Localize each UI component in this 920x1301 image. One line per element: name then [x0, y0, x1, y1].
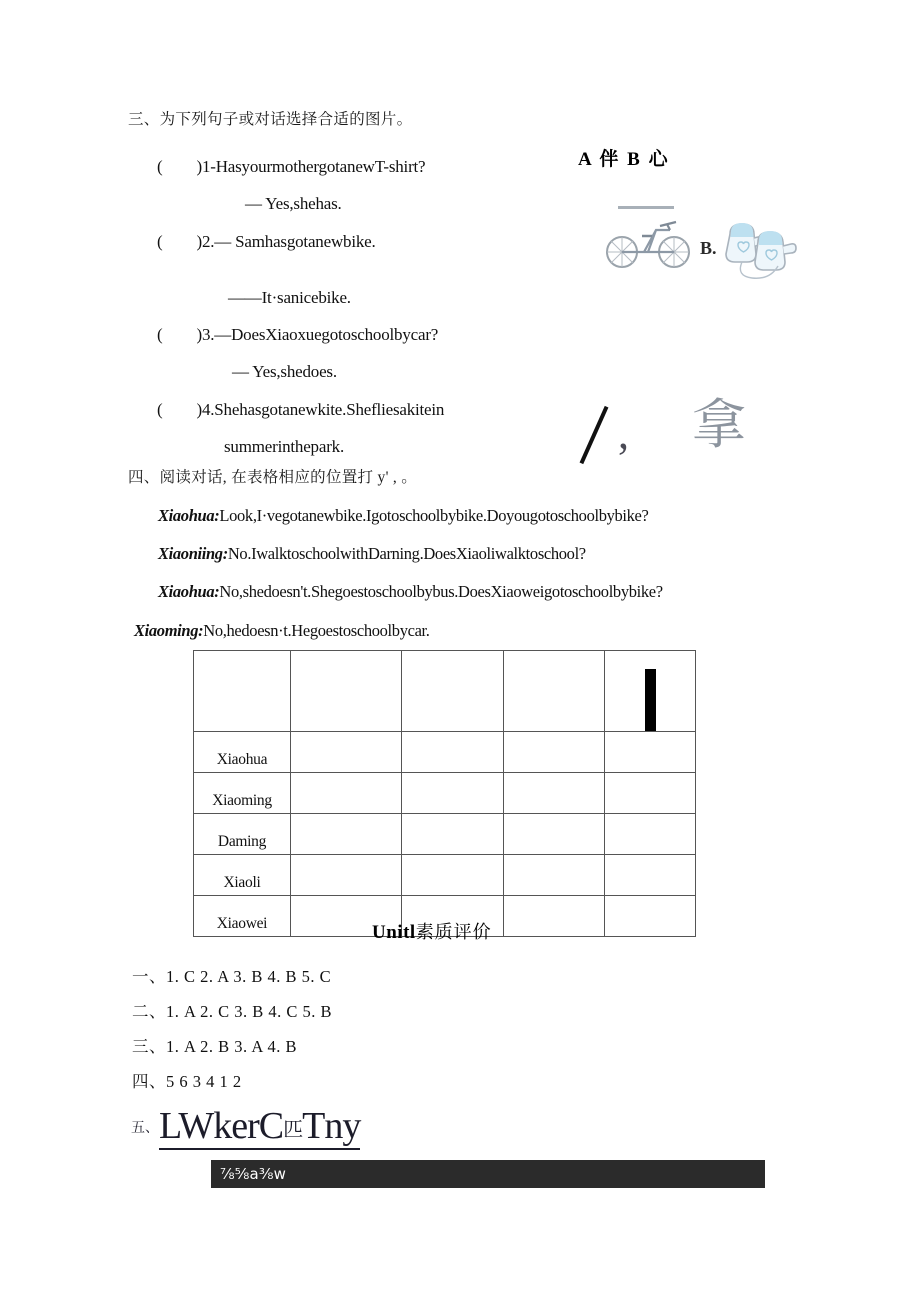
- answer-key-line-4: [132, 1068, 242, 1092]
- dialog-speaker-1: Xiaohua:: [158, 506, 220, 525]
- question-text-3: —DoesXiaoxuegotoschoolbycar?: [214, 325, 439, 344]
- answer-key-line-2: [132, 998, 332, 1022]
- answer-key-title-en: Unitl: [372, 922, 416, 943]
- question-reply-4: summerinthepark.: [224, 437, 345, 456]
- table-cell[interactable]: [504, 814, 605, 855]
- answer-key-items-2: 1. A 2. C 3. B 4. C 5. B: [166, 1002, 333, 1021]
- table-header-cell-3[interactable]: [402, 651, 504, 732]
- dialog-text-1: Look,I·vegotanewbike.Igotoschoolbybike.Doyougotoschoolbybike?: [219, 506, 649, 525]
- question-text-1: Hasyourmothergotanew: [215, 157, 375, 176]
- table-row-label-xiaohua: Xiaohua: [194, 732, 291, 773]
- bottom-heading: [131, 1104, 360, 1148]
- dialog-line-2: [158, 544, 586, 564]
- question-item-3: [157, 325, 438, 345]
- answer-key-line-3: [132, 1033, 297, 1057]
- paren-close-3: ): [196, 325, 202, 344]
- table-cell[interactable]: [605, 773, 696, 814]
- question-text-1b: T-shirt?: [374, 157, 426, 176]
- table-row: [194, 814, 696, 855]
- picture-option-letters: A 伴 B 心: [578, 149, 670, 170]
- dialog-line-3: [158, 582, 663, 602]
- table-cell[interactable]: [605, 855, 696, 896]
- paren-close-1: ): [196, 157, 202, 176]
- question-text-2: — Samhasgotanewbike.: [214, 232, 376, 251]
- table-cell[interactable]: [402, 773, 504, 814]
- answer-key-label-2: 二、: [132, 1002, 166, 1021]
- answer-key-title-cn: 素质评价: [415, 922, 492, 942]
- bottom-heading-part-1: LWkerC: [159, 1105, 284, 1147]
- section-4-heading: 四、阅读对话, 在表格相应的位置打 y' , 。: [128, 469, 417, 486]
- table-header-cell-2[interactable]: [291, 651, 402, 732]
- dialog-speaker-2: Xiaoniing:: [158, 544, 228, 563]
- dialog-line-1: [158, 506, 649, 526]
- question-item-1: [157, 157, 425, 177]
- table-row-label-xiaoli: Xiaoli: [194, 855, 291, 896]
- dialog-line-4: [134, 621, 430, 641]
- question-reply-1: — Yes,shehas.: [245, 194, 342, 213]
- slash-mark: [580, 406, 609, 464]
- table-header-row: [194, 651, 696, 732]
- question-number-1: 1-: [201, 157, 216, 176]
- table-cell[interactable]: [504, 732, 605, 773]
- bottom-heading-hanzi: 匹: [283, 1119, 303, 1141]
- question-item-4: [157, 400, 444, 420]
- paren-close-2: ): [196, 232, 202, 251]
- table-row: [194, 732, 696, 773]
- table-cell[interactable]: [605, 814, 696, 855]
- paren-close-4: ): [196, 400, 202, 419]
- table-cell[interactable]: [402, 814, 504, 855]
- answer-key-items-3: 1. A 2. B 3. A 4. B: [166, 1037, 297, 1056]
- bicycle-icon: [604, 206, 696, 272]
- dialog-speaker-4: Xiaoming:: [134, 621, 204, 640]
- table-row-label-xiaoming: Xiaoming: [194, 773, 291, 814]
- table-cell[interactable]: [291, 732, 402, 773]
- table-cell[interactable]: [504, 773, 605, 814]
- picture-b-label: B.: [700, 238, 717, 258]
- table-cell[interactable]: [291, 773, 402, 814]
- answer-key-items-1: 1. C 2. A 3. B 4. B 5. C: [166, 967, 332, 986]
- table-row-label-daming: Daming: [194, 814, 291, 855]
- question-number-4: 4.: [201, 400, 215, 419]
- answer-key-label-1: 一、: [132, 967, 166, 986]
- dialog-text-2: No.IwalktoschoolwithDarning.DoesXiaoliwalktoschool?: [227, 544, 586, 563]
- question-reply-2: ——It·sanicebike.: [228, 288, 351, 307]
- bottom-heading-prefix: 五、: [131, 1121, 159, 1136]
- answer-key-label-3: 三、: [132, 1037, 166, 1056]
- dialog-text-3: No,shedoesn't.Shegoestoschoolbybus.DoesXiaoweigotoschoolbybike?: [219, 582, 663, 601]
- paren-open-3: (: [157, 325, 163, 344]
- section-3-heading: 三、为下列句子或对话选择合适的图片。: [128, 111, 413, 128]
- table-header-cell-5[interactable]: [605, 651, 696, 732]
- table-cell[interactable]: [504, 896, 605, 937]
- mittens-icon: [722, 212, 804, 280]
- dark-banner-bar: [211, 1160, 765, 1188]
- table-cell[interactable]: [605, 896, 696, 937]
- paren-open-1: (: [157, 157, 163, 176]
- question-number-2: 2.: [201, 232, 215, 251]
- table-row-label-xiaowei: Xiaowei: [194, 896, 291, 937]
- dark-banner-text: ⅞⅝a⅜w: [220, 1165, 287, 1183]
- table-cell[interactable]: [402, 732, 504, 773]
- table-header-cell-4[interactable]: [504, 651, 605, 732]
- table-cell[interactable]: [291, 855, 402, 896]
- paren-open-2: (: [157, 232, 163, 251]
- bottom-heading-part-2: Tny: [302, 1105, 361, 1147]
- hanzi-na-character: 拿: [692, 393, 746, 456]
- answer-key-items-4: 5 6 3 4 1 2: [166, 1072, 242, 1091]
- answer-key-title: [372, 918, 492, 944]
- question-number-3: 3.: [201, 325, 215, 344]
- table-row: [194, 773, 696, 814]
- question-item-2: [157, 232, 376, 252]
- answer-key-line-1: [132, 963, 331, 987]
- question-reply-3: — Yes,shedoes.: [232, 362, 337, 381]
- question-text-4: Shehasgotanewkite.Shefliesakitein: [214, 400, 445, 419]
- black-mark-bar: [645, 669, 656, 731]
- table-cell[interactable]: [291, 814, 402, 855]
- answer-key-label-4: 四、: [132, 1072, 166, 1091]
- paren-open-4: (: [157, 400, 163, 419]
- table-header-cell-1[interactable]: [194, 651, 291, 732]
- table-cell[interactable]: [402, 855, 504, 896]
- comma-mark: ,: [618, 409, 629, 458]
- dialog-speaker-3: Xiaohua:: [158, 582, 220, 601]
- table-row: [194, 855, 696, 896]
- transport-table: [193, 650, 696, 937]
- table-cell[interactable]: [504, 855, 605, 896]
- table-cell[interactable]: [605, 732, 696, 773]
- dialog-text-4: No,hedoesn·t.Hegoestoschoolbycar.: [203, 621, 430, 640]
